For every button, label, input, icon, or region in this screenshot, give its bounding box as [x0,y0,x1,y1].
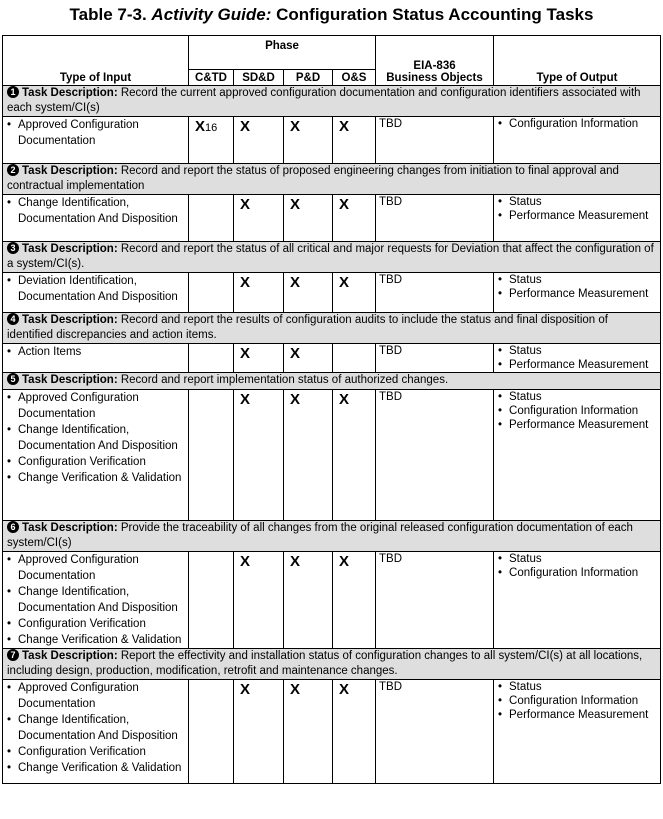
task-description-cell [3,373,661,390]
input-item: • Approved Configuration Documentation [6,680,185,712]
output-cell [494,680,661,784]
phase-mark: X [234,390,284,521]
output-item: • Configuration Information [497,694,657,708]
output-cell [494,390,661,521]
task-description-label: Task Description: [22,165,118,177]
task-description-label: Task Description: [22,87,118,99]
table-title-prefix: Table 7-3. [69,5,152,24]
output-item: • Configuration Information [497,404,657,418]
task-number-badge: 7 [7,649,19,661]
task-description-cell [3,164,661,195]
input-item: • Configuration Verification [6,744,185,760]
output-cell [494,195,661,242]
phase-mark: X [284,552,333,649]
task-description-text: Record the current approved configuration documentation and configuration identifiers associated with each system/CI(s) [7,87,641,114]
task-description-text: Report the effectivity and installation status of configuration changes to all system/CI(s) at all locations, including design, production, modification, retrofit and maintenance changes. [7,650,643,677]
task-description-text: Provide the traceability of all changes from the original released configuration documentation of each system/CI(s) [7,522,633,549]
header-phase-pd: P&D [284,70,333,86]
input-item: • Change Verification & Validation [6,760,185,776]
phase-mark: X [234,273,284,313]
task-description-row [3,373,661,390]
phase-mark: X [234,344,284,373]
header-phase: Phase [189,36,376,70]
header-phase-sdd: SD&D [234,70,284,86]
phase-mark: X [284,390,333,521]
cm-status-table [2,35,661,784]
output-cell [494,344,661,373]
input-item: • Approved Configuration Documentation [6,390,185,422]
phase-mark: X [234,552,284,649]
header-phase-os: O&S [333,70,376,86]
input-cell [3,390,189,521]
header-type-of-output: Type of Output [494,36,661,86]
phase-mark: X [333,117,376,164]
task-description-text: Record and report the results of configuration audits to include the status and final disposition of identified discrepancies and action items. [7,314,608,341]
header-eia-line2: Business Objects [386,72,483,84]
task-detail-row [3,195,661,242]
output-item: • Status [497,273,657,287]
eia-business-object: TBD [376,680,494,784]
output-item: • Configuration Information [497,566,657,580]
task-description-text: Record and report the status of all critical and major requests for Deviation that affect the configuration of a system/CI(s). [7,243,654,270]
phase-mark: X [234,195,284,242]
output-item: • Status [497,195,657,209]
output-item: • Performance Measurement [497,418,657,432]
phase-mark: X [284,117,333,164]
task-description-cell [3,86,661,117]
phase-mark: X [333,552,376,649]
eia-business-object: TBD [376,344,494,373]
task-description-label: Task Description: [22,650,118,662]
input-item: • Approved Configuration Documentation [6,117,185,149]
eia-business-object: TBD [376,195,494,242]
input-cell [3,273,189,313]
output-item: • Status [497,552,657,566]
eia-business-object: TBD [376,390,494,521]
task-description-row [3,164,661,195]
phase-mark-with-footnote: X16 [195,118,218,135]
output-cell [494,552,661,649]
table-title [0,5,663,25]
phase-mark: X [234,117,284,164]
phase-mark [189,273,234,313]
task-description-cell [3,521,661,552]
phase-mark [189,390,234,521]
phase-mark [189,552,234,649]
phase-mark: X [333,390,376,521]
input-item: • Change Identification, Documentation And Disposition [6,422,185,454]
phase-mark: X [284,273,333,313]
header-type-of-input: Type of Input [3,36,189,86]
task-description-text: Record and report the status of proposed engineering changes from initiation to final approval and contractual implementation [7,165,619,192]
input-item: • Change Verification & Validation [6,632,185,648]
input-cell [3,552,189,649]
phase-mark [189,117,234,164]
input-cell [3,195,189,242]
input-cell [3,117,189,164]
task-description-row [3,242,661,273]
task-number-badge: 5 [7,373,19,385]
output-item: • Status [497,390,657,404]
task-detail-row [3,117,661,164]
input-item: • Action Items [6,344,185,360]
task-number-badge: 6 [7,521,19,533]
output-item: • Performance Measurement [497,358,657,372]
input-cell [3,344,189,373]
phase-mark [189,195,234,242]
output-item: • Status [497,680,657,694]
phase-mark [333,344,376,373]
task-description-cell [3,649,661,680]
input-item: • Change Identification, Documentation And Disposition [6,195,185,227]
output-item: • Configuration Information [497,117,657,131]
task-description-label: Task Description: [22,314,118,326]
input-item: • Configuration Verification [6,616,185,632]
task-detail-row [3,390,661,521]
task-description-row [3,86,661,117]
eia-business-object: TBD [376,117,494,164]
output-item: • Performance Measurement [497,287,657,301]
task-description-row [3,313,661,344]
task-number-badge: 3 [7,242,19,254]
input-item: • Change Identification, Documentation And Disposition [6,712,185,744]
task-description-label: Task Description: [22,374,118,386]
task-description-text: Record and report implementation status of authorized changes. [117,374,449,386]
phase-mark: X [284,344,333,373]
phase-mark [189,680,234,784]
phase-mark: X [333,195,376,242]
task-number-badge: 4 [7,313,19,325]
task-description-label: Task Description: [22,243,118,255]
input-item: • Change Verification & Validation [6,470,185,486]
task-detail-row [3,680,661,784]
eia-business-object: TBD [376,273,494,313]
phase-mark: X [284,680,333,784]
eia-business-object: TBD [376,552,494,649]
header-phase-ctd: C&TD [189,70,234,86]
input-item: • Approved Configuration Documentation [6,552,185,584]
table-title-suffix: Configuration Status Accounting Tasks [271,5,594,24]
phase-mark: X [234,680,284,784]
task-description-cell [3,313,661,344]
task-number-badge: 1 [7,86,19,98]
phase-mark: X [333,273,376,313]
header-eia [376,36,494,86]
task-detail-row [3,273,661,313]
output-item: • Performance Measurement [497,708,657,722]
task-detail-row [3,344,661,373]
phase-mark [189,344,234,373]
phase-mark: X [333,680,376,784]
header-eia-line1: EIA-836 [413,60,456,72]
input-item: • Configuration Verification [6,454,185,470]
input-item: • Change Identification, Documentation And Disposition [6,584,185,616]
task-number-badge: 2 [7,164,19,176]
output-item: • Status [497,344,657,358]
task-detail-row [3,552,661,649]
output-cell [494,273,661,313]
phase-mark: X [284,195,333,242]
table-title-italic: Activity Guide: [151,5,272,24]
task-description-cell [3,242,661,273]
task-description-row [3,521,661,552]
output-cell [494,117,661,164]
input-cell [3,680,189,784]
task-description-row [3,649,661,680]
input-item: • Deviation Identification, Documentation And Disposition [6,273,185,305]
table-body [3,86,661,784]
task-description-label: Task Description: [22,522,118,534]
output-item: • Performance Measurement [497,209,657,223]
